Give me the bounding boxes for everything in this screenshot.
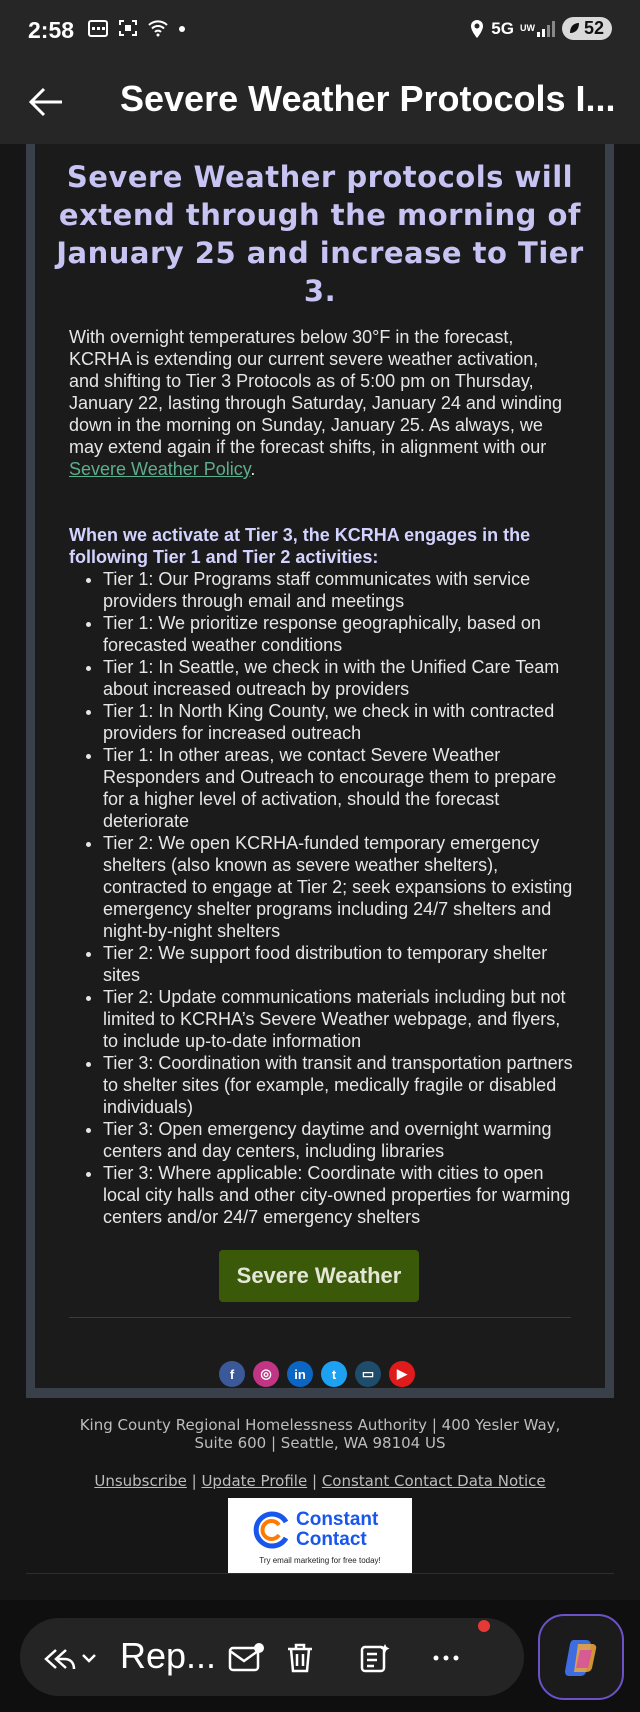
activities-lead: When we activate at Tier 3, the KCRHA engages in the following Tier 1 and Tier 2 activities: (69, 525, 531, 567)
reply-all-icon[interactable] (42, 1642, 76, 1674)
chevron-down-icon[interactable] (80, 1642, 98, 1674)
twitter-icon[interactable]: t (321, 1361, 347, 1387)
logo-tagline: Try email marketing for free today! (259, 1556, 381, 1565)
status-time: 2:58 (28, 17, 75, 43)
wifi-icon (148, 19, 168, 37)
constant-contact-logo[interactable] (228, 1498, 412, 1574)
youtube-icon[interactable]: ▶ (389, 1361, 415, 1387)
bottom-divider (26, 1573, 614, 1574)
list-item: • Tier 1: Our Programs staff communicates with service providers through email and meetings (103, 568, 574, 612)
list-item: • Tier 1: In Seattle, we check in with the Unified Care Team about increased outreach by providers (103, 656, 574, 700)
social-links (219, 1361, 415, 1387)
logo-line-1: Constant (296, 1509, 379, 1530)
location-icon (469, 19, 485, 39)
list-item: • Tier 1: In other areas, we contact Severe Weather Responders and Outreach to encourage them to prepare for a higher level of activation, should the forecast deteriorate (103, 744, 574, 832)
data-notice-link[interactable]: Constant Contact Data Notice (321, 1472, 546, 1490)
list-item: • Tier 1: We prioritize response geographically, based on forecasted weather conditions (103, 612, 574, 656)
link-separator: | (311, 1472, 318, 1490)
bottom-action-bar (0, 1600, 640, 1712)
activities-section (69, 524, 574, 1228)
copilot-button[interactable] (538, 1614, 624, 1700)
website-icon[interactable]: ▭ (355, 1361, 381, 1387)
footer-address: King County Regional Homelessness Authority | 400 Yesler Way, Suite 600 | Seattle, WA 98104 US (79, 1416, 561, 1452)
email-card-border (26, 144, 614, 1398)
instagram-icon[interactable]: ◎ (253, 1361, 279, 1387)
action-pill (20, 1618, 524, 1696)
status-bar (0, 0, 640, 60)
facebook-icon[interactable]: f (219, 1361, 245, 1387)
link-separator: | (191, 1472, 197, 1490)
constant-contact-mark-icon (252, 1510, 292, 1550)
list-item: • Tier 2: We open KCRHA-funded temporary emergency shelters (also known as severe weather shelters), contracted to engage at Tier 2; seek expansions to existing emergency shelter programs including 24/7 shelters and night-by-night shelters (103, 832, 574, 942)
list-item: • Tier 3: Coordination with transit and transportation partners to shelter sites (for example, medically fragile or disabled individuals) (103, 1052, 574, 1118)
status-right (469, 17, 612, 40)
update-profile-link[interactable]: Update Profile (201, 1472, 308, 1490)
status-icons (88, 19, 186, 37)
severe-weather-button[interactable]: Severe Weather (219, 1250, 419, 1302)
list-item: • Tier 2: We support food distribution to temporary shelter sites (103, 942, 574, 986)
summarize-icon[interactable] (358, 1642, 390, 1674)
list-item: • Tier 2: Update communications materials including but not limited to KCRHA’s Severe Weather webpage, and flyers, to include up-to-date information (103, 986, 574, 1052)
reply-button-label[interactable]: Rep... (120, 1635, 217, 1676)
network-sub-label: UW (519, 23, 535, 33)
battery-level: 52 (583, 18, 604, 38)
calendar-icon (88, 19, 108, 37)
severe-weather-policy-link[interactable]: Severe Weather Policy (69, 459, 251, 479)
intro-text: With overnight temperatures below 30°F in the forecast, KCRHA is extending our current severe weather activation, and shifting to Tier 3 Protocols as of 5:00 pm on Thursday, January 22, lasting through Saturday, January 24 and winding down in the morning on Sunday, January 25. As always, we may extend again if the forecast shifts, in alignment with our (69, 327, 562, 457)
copilot-icon (560, 1636, 604, 1680)
dot-icon (178, 19, 186, 37)
network-label: 5G (491, 18, 514, 38)
list-item: • Tier 3: Where applicable: Coordinate with cities to open local city halls and other city-owned properties for warming centers and/or 24/7 emergency shelters (103, 1162, 574, 1228)
email-headline: Severe Weather protocols will extend through the morning of January 25 and increase to Tier 3. (56, 160, 584, 308)
intro-paragraph (69, 326, 569, 480)
more-icon[interactable] (430, 1642, 462, 1674)
mark-unread-icon[interactable] (228, 1642, 264, 1674)
email-card (35, 144, 605, 1388)
battery-indicator (562, 17, 612, 40)
notification-dot (478, 1620, 490, 1632)
list-item: • Tier 1: In North King County, we check in with contracted providers for increased outreach (103, 700, 574, 744)
activities-list (69, 568, 574, 1228)
divider (69, 1317, 571, 1318)
page-title: Severe Weather Protocols I... (120, 78, 616, 119)
delete-icon[interactable] (284, 1642, 316, 1674)
logo-text (296, 1510, 378, 1550)
unsubscribe-link[interactable]: Unsubscribe (94, 1472, 187, 1490)
arrow-left-icon[interactable] (26, 82, 66, 122)
logo-line-2: Contact (296, 1529, 367, 1550)
linkedin-icon[interactable]: in (287, 1361, 313, 1387)
screenshot-icon (118, 19, 138, 37)
battery-saver-icon (568, 21, 580, 35)
list-item: • Tier 3: Open emergency daytime and overnight warming centers and day centers, including libraries (103, 1118, 574, 1162)
footer-links (60, 1472, 580, 1490)
intro-end: . (250, 459, 256, 479)
signal-icon (536, 20, 556, 38)
app-bar (0, 60, 640, 144)
